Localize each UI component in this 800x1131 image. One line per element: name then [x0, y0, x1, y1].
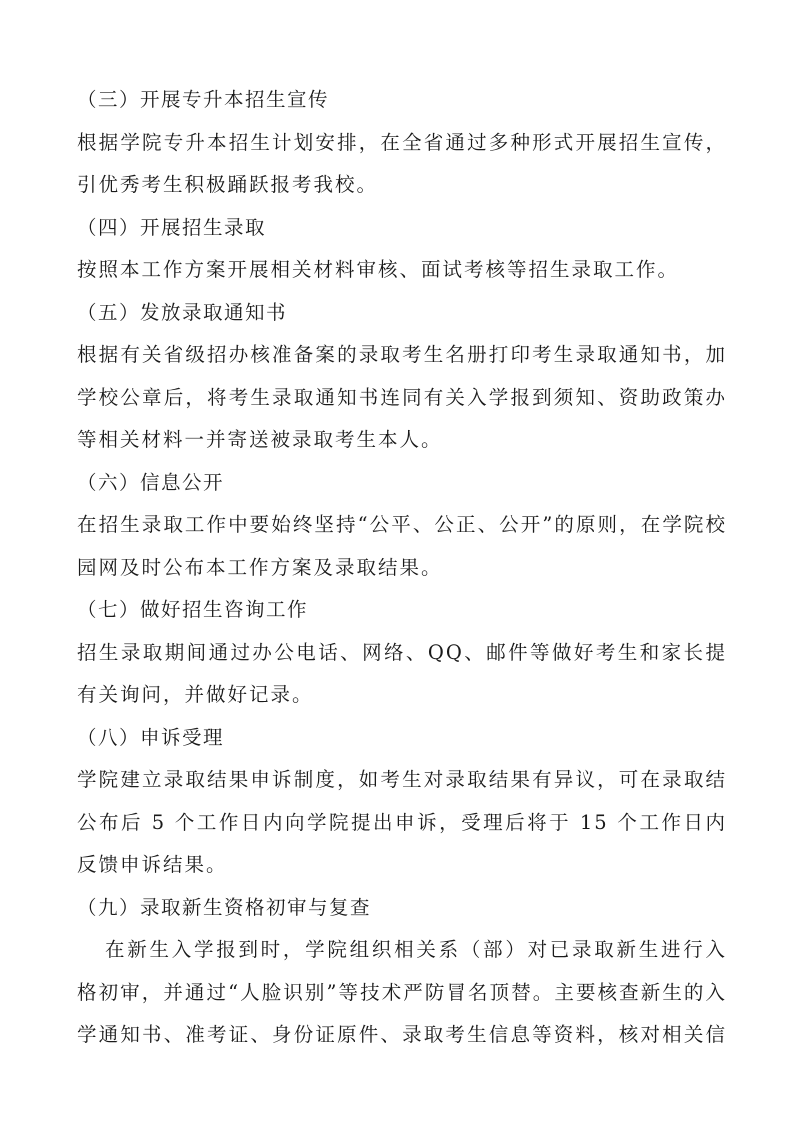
paragraph-line: 学通知书、准考证、身份证原件、录取考生信息等资料，核对相关信 — [77, 1023, 727, 1046]
section-heading: （三）开展专升本招生宣传 — [77, 88, 330, 111]
document-body — [77, 79, 727, 1057]
paragraph-line: 在招生录取工作中要始终坚持“公平、公正、公开”的原则，在学院校 — [77, 513, 727, 536]
paragraph-line: 引优秀考生积极踊跃报考我校。 — [77, 173, 379, 196]
paragraph-line: 根据学院专升本招生计划安排，在全省通过多种形式开展招生宣传， — [77, 130, 727, 154]
paragraph-line: 招生录取期间通过办公电话、网络、QQ、邮件等做好考生和家长提 — [77, 640, 727, 664]
section-heading: （七）做好招生咨询工作 — [77, 598, 309, 621]
section-heading: （八）申诉受理 — [77, 725, 225, 749]
paragraph-line: 反馈申诉结果。 — [77, 853, 228, 876]
paragraph-line: 根据有关省级招办核准备案的录取考生名册打印考生录取通知书，加 — [77, 343, 727, 366]
section-heading: （九）录取新生资格初审与复查 — [77, 895, 372, 919]
paragraph-line: 公布后 5 个工作日内向学院提出申诉，受理后将于 15 个工作日内 — [77, 810, 727, 834]
paragraph-line: 等相关材料一并寄送被录取考生本人。 — [77, 428, 443, 451]
section-heading: （六）信息公开 — [77, 470, 225, 494]
section-heading: （四）开展招生录取 — [77, 215, 267, 239]
paragraph-line: 学院建立录取结果申诉制度，如考生对录取结果有异议，可在录取结 — [77, 768, 727, 791]
paragraph-line: 有关询问，并做好记录。 — [77, 683, 314, 706]
paragraph-line: 按照本工作方案开展相关材料审核、面试考核等招生录取工作。 — [77, 258, 680, 281]
paragraph-line: 格初审，并通过“人脸识别”等技术严防冒名顶替。主要核查新生的入 — [77, 980, 727, 1004]
paragraph-line: 在新生入学报到时，学院组织相关系（部）对已录取新生进行入 — [105, 938, 727, 961]
paragraph-line: 园网及时公布本工作方案及录取结果。 — [77, 555, 443, 579]
section-heading: （五）发放录取通知书 — [77, 300, 288, 324]
paragraph-line: 学校公章后，将考生录取通知书连同有关入学报到须知、资助政策办 — [77, 385, 727, 409]
